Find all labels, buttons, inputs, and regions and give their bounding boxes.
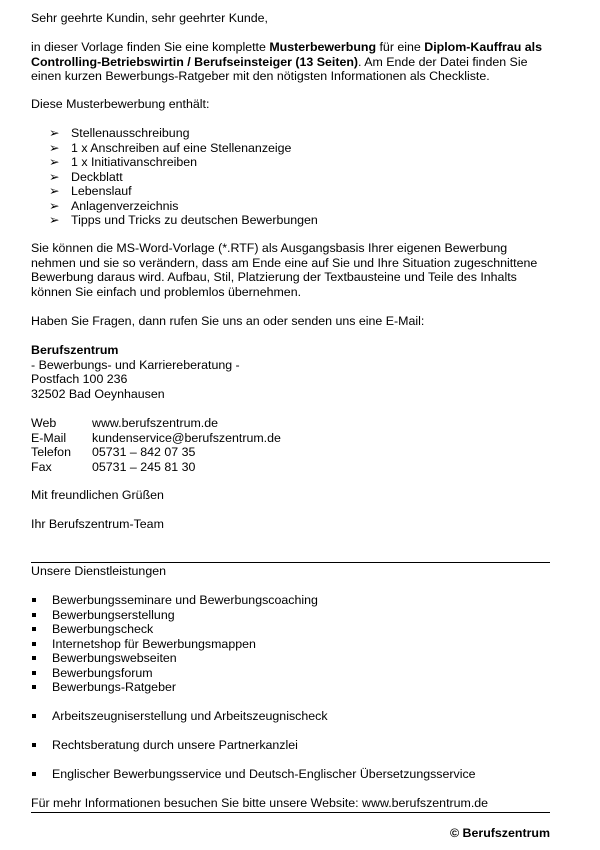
arrow-bullet-icon: ➢	[49, 213, 60, 227]
intro-paragraph	[31, 40, 551, 84]
arrow-bullet-icon: ➢	[49, 126, 60, 140]
list-item: ➢ Anlagenverzeichnis	[49, 198, 179, 213]
website-link[interactable]: www.berufszentrum.de	[92, 416, 219, 430]
list-item: ➢ Stellenausschreibung	[49, 126, 190, 140]
intro-text-1: in dieser Vorlage finden Sie eine komplette	[31, 40, 270, 54]
services-heading: Unsere Dienstleistungen	[31, 564, 166, 578]
square-bullet-icon	[32, 627, 36, 631]
contents-list	[31, 126, 318, 228]
arrow-bullet-icon: ➢	[49, 140, 60, 155]
copyright: © Berufszentrum	[449, 826, 550, 840]
list-item: ➢ Deckblatt	[49, 169, 123, 184]
square-bullet-icon	[32, 772, 36, 776]
email-link[interactable]: kundenservice@berufszentrum.de	[92, 430, 281, 445]
closing: Mit freundlichen Grüßen	[31, 488, 164, 502]
square-bullet-icon	[32, 671, 36, 675]
company-name: Berufszentrum	[31, 343, 119, 357]
list-item: ➢ 1 x Initiativanschreiben	[49, 155, 198, 169]
list-item: ➢ 1 x Anschreiben auf eine Stellenanzeige	[49, 140, 292, 155]
list-item: ➢ Tipps und Tricks zu deutschen Bewerbungen	[49, 213, 318, 227]
list-item: Arbeitszeugniserstellung und Arbeitszeugnischeck	[31, 709, 328, 724]
list-item: Bewerbungserstellung	[31, 608, 318, 623]
intro-text-3: . Am Ende der Datei finden Sie einen kurzen Bewerbungs-Ratgeber mit den nötigsten Informationen als Checkliste.	[31, 54, 528, 83]
square-bullet-icon	[32, 642, 36, 646]
arrow-bullet-icon: ➢	[49, 169, 60, 184]
contact-table	[31, 416, 331, 474]
contact-row-email: E-Mail kundenservice@berufszentrum.de	[31, 430, 281, 445]
arrow-bullet-icon: ➢	[49, 198, 60, 213]
services-extra-2	[31, 738, 298, 753]
square-bullet-icon	[32, 598, 36, 602]
list-item: Bewerbungscheck	[31, 622, 318, 637]
postbox: Postfach 100 236	[31, 372, 128, 386]
usage-paragraph: Sie können die MS-Word-Vorlage (*.RTF) als Ausgangsbasis Ihrer eigenen Bewerbung nehmen und sie so verändern, dass am Ende eine auf Sie und Ihre Situation zugeschnittene Bewerbung daraus wird. Aufbau, Stil, Platzierung der Textbausteine und Teile des Inhalts können Sie einfach und problemlos übernehmen.	[31, 241, 538, 299]
square-bullet-icon	[32, 714, 36, 718]
list-item: Bewerbungsforum	[31, 666, 318, 681]
questions-text: Haben Sie Fragen, dann rufen Sie uns an oder senden uns eine E-Mail:	[31, 314, 425, 328]
intro-bold-1: Musterbewerbung	[269, 40, 377, 54]
contact-row-phone: Telefon 05731 – 842 07 35	[31, 445, 196, 459]
divider	[31, 562, 550, 563]
list-item: Englischer Bewerbungsservice und Deutsch-Englischer Übersetzungsservice	[31, 767, 476, 782]
list-item: Bewerbungsseminare und Bewerbungscoaching	[31, 593, 318, 608]
address-block	[31, 343, 240, 401]
services-extra-3	[31, 767, 476, 782]
signature: Ihr Berufszentrum-Team	[31, 517, 164, 531]
footer-divider	[31, 812, 550, 813]
services-extra-1	[31, 709, 328, 724]
company-subtitle: - Bewerbungs- und Karriereberatung -	[31, 357, 240, 372]
intro-bold-2: Diplom-Kauffrau als Controlling-Betriebswirtin / Berufseinsteiger (13 Seiten)	[31, 40, 542, 69]
list-item: Bewerbungs-Ratgeber	[31, 680, 318, 695]
arrow-bullet-icon: ➢	[49, 155, 60, 169]
contents-heading: Diese Musterbewerbung enthält:	[31, 97, 210, 111]
arrow-bullet-icon: ➢	[49, 184, 60, 198]
square-bullet-icon	[32, 743, 36, 747]
list-item: ➢ Lebenslauf	[49, 184, 132, 198]
contact-row-web: Web www.berufszentrum.de	[31, 416, 219, 430]
contact-row-fax: Fax 05731 – 245 81 30	[31, 459, 196, 474]
square-bullet-icon	[32, 613, 36, 617]
services-list	[31, 593, 318, 695]
square-bullet-icon	[32, 685, 36, 689]
city: 32502 Bad Oeynhausen	[31, 386, 165, 401]
intro-text-2: für eine	[376, 40, 425, 54]
list-item: Bewerbungswebseiten	[31, 651, 318, 666]
more-info: Für mehr Informationen besuchen Sie bitte unsere Website: www.berufszentrum.de	[31, 796, 489, 810]
list-item: Internetshop für Bewerbungsmappen	[31, 637, 318, 652]
greeting: Sehr geehrte Kundin, sehr geehrter Kunde,	[31, 11, 268, 25]
square-bullet-icon	[32, 656, 36, 660]
list-item: Rechtsberatung durch unsere Partnerkanzlei	[31, 738, 298, 753]
